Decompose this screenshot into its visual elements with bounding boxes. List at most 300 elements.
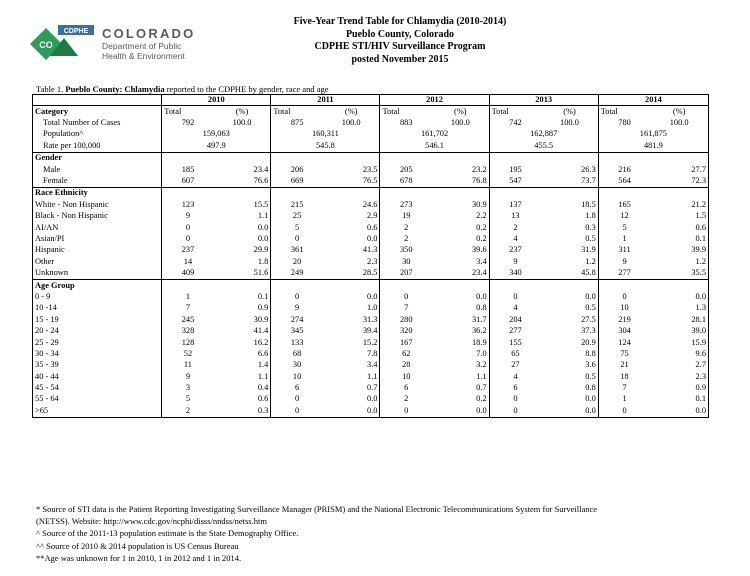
table-row xyxy=(33,233,709,244)
pct-cell: 1.1 xyxy=(214,371,271,382)
pct-cell: 0.3 xyxy=(214,405,271,417)
pct-cell: 2.7 xyxy=(650,360,708,371)
caption-suffix: reported to the CDPHE by gender, race and age xyxy=(166,84,329,94)
pct-cell: 0.9 xyxy=(214,303,271,314)
table-row xyxy=(33,394,709,405)
count-cell: 328 xyxy=(181,326,195,336)
pct-cell: 0.2 xyxy=(432,233,489,244)
count-cell: 249 xyxy=(290,268,304,278)
svg-text:CDPHE: CDPHE xyxy=(63,28,89,35)
caption-bold: Pueblo County: Chlamydia xyxy=(65,84,165,94)
count-cell: 185 xyxy=(181,164,195,174)
pct-cell: 0.1 xyxy=(650,233,708,244)
count-cell: 68 xyxy=(292,348,302,358)
count-cell: 4 xyxy=(513,303,518,313)
count-cell: 195 xyxy=(509,164,522,174)
row-label: Other xyxy=(33,256,162,267)
table-caption xyxy=(36,84,329,94)
count-cell: 5 xyxy=(185,394,191,404)
pct-cell: 100.0 xyxy=(541,117,598,128)
table-row xyxy=(33,256,709,267)
table-row xyxy=(33,199,709,210)
count-cell: 10 xyxy=(620,303,629,313)
blank-cell xyxy=(541,187,598,199)
count-cell: 273 xyxy=(399,199,413,209)
count-cell: 206 xyxy=(290,164,304,174)
count-cell: 167 xyxy=(399,337,413,347)
header-title: Five-Year Trend Table for Chlamydia (2010-2014) xyxy=(293,16,507,27)
population-cell: 162,887 xyxy=(489,129,598,140)
count-cell: 607 xyxy=(181,176,195,186)
total-header: Total xyxy=(491,106,509,116)
count-cell: 0 xyxy=(598,405,650,417)
pct-cell: 2.2 xyxy=(432,211,489,222)
pct-cell: 100.0 xyxy=(650,117,708,128)
count-cell: 204 xyxy=(509,314,522,324)
blank-cell xyxy=(650,152,708,164)
pct-cell: 26.3 xyxy=(541,164,598,175)
pct-cell: 9.6 xyxy=(650,348,708,359)
pct-cell: 31.9 xyxy=(541,245,598,256)
count-cell: 128 xyxy=(181,337,195,347)
count-cell: 0 xyxy=(622,291,627,301)
row-label: White - Non Hispanic xyxy=(33,199,162,210)
blank-cell xyxy=(271,279,323,291)
trend-table xyxy=(32,94,709,418)
header-posted: posted November 2015 xyxy=(351,53,449,65)
count-cell: 0 xyxy=(404,291,409,301)
count-cell: 205 xyxy=(399,164,413,174)
count-cell: 30 xyxy=(292,360,302,370)
pct-cell: 20.9 xyxy=(541,337,598,348)
row-label: 40 - 44 xyxy=(33,371,162,382)
table-row xyxy=(33,382,709,393)
header-program: CDPHE STI/HIV Surveillance Program xyxy=(314,41,486,52)
pct-header: (%) xyxy=(650,106,708,118)
pct-cell: 37.3 xyxy=(541,325,598,336)
row-label: Asian/PI xyxy=(33,233,162,244)
rate-row xyxy=(33,140,709,152)
blank-cell xyxy=(380,152,432,164)
rate-cell: 546.1 xyxy=(380,140,489,152)
pct-cell: 15.9 xyxy=(650,337,708,348)
count-cell: 62 xyxy=(402,348,411,358)
count-cell: 65 xyxy=(511,348,520,358)
row-label: 25 - 29 xyxy=(33,337,162,348)
pct-header: (%) xyxy=(432,106,489,118)
count-cell: 3 xyxy=(185,383,191,393)
section-header-row xyxy=(33,187,709,199)
pct-cell: 1.1 xyxy=(323,371,380,382)
row-label: Hispanic xyxy=(33,245,162,256)
pct-cell: 39.0 xyxy=(650,325,708,336)
pct-cell: 18.5 xyxy=(541,199,598,210)
section-title: Age Group xyxy=(33,279,162,291)
blank-cell xyxy=(162,187,214,199)
pct-cell: 7.0 xyxy=(432,348,489,359)
count-cell: 0 xyxy=(295,233,300,243)
pct-cell: 23.5 xyxy=(323,164,380,175)
count-cell: 361 xyxy=(290,245,304,255)
pct-cell: 45.8 xyxy=(541,267,598,279)
row-label: 10 -14 xyxy=(33,303,162,314)
table-row xyxy=(33,371,709,382)
total-header: Total xyxy=(273,106,291,116)
count-cell: 547 xyxy=(509,176,522,186)
pct-cell: 23.4 xyxy=(432,267,489,279)
blank-cell xyxy=(214,187,271,199)
logo-sub-line-2: Health & Environment xyxy=(102,50,185,61)
count-cell: 6 xyxy=(404,383,409,393)
count-cell: 0 xyxy=(271,405,323,417)
count-cell: 277 xyxy=(618,268,631,278)
pct-cell: 36.2 xyxy=(432,325,489,336)
section-header-row xyxy=(33,279,709,291)
pct-header: (%) xyxy=(323,106,380,118)
count-cell: 137 xyxy=(509,199,522,209)
pct-cell: 15.5 xyxy=(214,199,271,210)
count-cell: 237 xyxy=(509,245,522,255)
table-row xyxy=(33,337,709,348)
pct-cell: 0.6 xyxy=(650,222,708,233)
footnotes xyxy=(36,503,716,564)
count-cell: 678 xyxy=(399,176,413,186)
row-label: 35 - 39 xyxy=(33,360,162,371)
blank-cell xyxy=(598,279,650,291)
pct-cell: 23.2 xyxy=(432,164,489,175)
row-label: Rate per 100,000 xyxy=(33,140,162,152)
pct-cell: 0.0 xyxy=(541,394,598,405)
table-row xyxy=(33,348,709,359)
pct-cell: 0.0 xyxy=(650,291,708,302)
count-cell: 75 xyxy=(620,348,629,358)
pct-cell: 8.8 xyxy=(541,348,598,359)
pct-cell: 0.0 xyxy=(650,405,708,417)
count-cell: 5 xyxy=(295,222,300,232)
pct-cell: 39.6 xyxy=(432,245,489,256)
pct-cell: 76.6 xyxy=(214,175,271,187)
pct-cell: 3.4 xyxy=(432,256,489,267)
count-cell: 274 xyxy=(290,314,304,324)
year-header-blank xyxy=(33,95,162,106)
count-cell: 320 xyxy=(399,326,413,336)
count-cell: 564 xyxy=(618,176,631,186)
blank-cell xyxy=(541,279,598,291)
population-cell: 161,702 xyxy=(380,129,489,140)
count-cell: 280 xyxy=(399,314,413,324)
count-cell: 13 xyxy=(511,211,520,221)
table-row xyxy=(33,325,709,336)
count-cell: 669 xyxy=(290,176,304,186)
pct-cell: 16.2 xyxy=(214,337,271,348)
count-cell: 0 xyxy=(295,291,300,301)
count-cell: 304 xyxy=(618,326,631,336)
count-cell: 7 xyxy=(185,303,191,313)
pct-cell: 2.3 xyxy=(323,256,380,267)
pct-cell: 1.5 xyxy=(650,211,708,222)
pct-cell: 6.6 xyxy=(214,348,271,359)
section-title: Race Ethnicity xyxy=(33,187,162,199)
count-cell: 2 xyxy=(162,405,214,417)
population-row xyxy=(33,129,709,140)
pct-header: (%) xyxy=(541,106,598,118)
blank-cell xyxy=(380,279,432,291)
pct-cell: 0.7 xyxy=(323,382,380,393)
header-county: Pueblo County, Colorado xyxy=(345,28,455,40)
blank-cell xyxy=(650,279,708,291)
count-cell: 237 xyxy=(181,245,195,255)
row-label: 15 - 19 xyxy=(33,314,162,325)
pct-cell: 29.9 xyxy=(214,245,271,256)
count-cell: 7 xyxy=(622,383,627,393)
count-cell: 2 xyxy=(404,233,409,243)
pct-cell: 0.0 xyxy=(214,233,271,244)
count-cell: 311 xyxy=(618,245,631,255)
caption-prefix: Table 1. xyxy=(36,84,64,94)
pct-cell: 39.4 xyxy=(323,325,380,336)
table-row xyxy=(33,267,709,279)
count-cell: 215 xyxy=(290,199,304,209)
row-label: 20 - 24 xyxy=(33,325,162,336)
row-label: Total Number of Cases xyxy=(33,117,162,128)
count-cell: 0 xyxy=(513,291,518,301)
count-cell: 883 xyxy=(399,118,413,128)
pct-header: (%) xyxy=(214,106,271,118)
pct-cell: 2.9 xyxy=(323,211,380,222)
pct-cell: 73.7 xyxy=(541,175,598,187)
pct-cell: 28.1 xyxy=(650,314,708,325)
colorado-logo-icon xyxy=(28,24,98,60)
blank-cell xyxy=(489,187,541,199)
count-cell: 10 xyxy=(292,371,302,381)
pct-cell: 100.0 xyxy=(214,117,271,128)
count-cell: 9 xyxy=(185,371,191,381)
count-cell: 14 xyxy=(183,256,193,266)
pct-cell: 0.0 xyxy=(323,394,380,405)
row-label: 55 - 64 xyxy=(33,394,162,405)
blank-cell xyxy=(598,187,650,199)
pct-cell: 15.2 xyxy=(323,337,380,348)
footnote: * Source of STI data is the Patient Reporting Investigating Surveillance Manager (PRISM) and the National Electronic Telecommunications System for Surveillance xyxy=(36,504,598,514)
count-cell: 1 xyxy=(622,394,627,404)
count-cell: 9 xyxy=(513,256,518,266)
blank-cell xyxy=(432,152,489,164)
count-cell: 340 xyxy=(509,268,522,278)
count-cell: 4 xyxy=(513,233,518,243)
count-cell: 207 xyxy=(399,268,413,278)
pct-cell: 1.0 xyxy=(323,303,380,314)
count-cell: 9 xyxy=(185,211,191,221)
pct-cell: 0.1 xyxy=(650,394,708,405)
count-cell: 124 xyxy=(618,337,631,347)
total-header: Total xyxy=(382,106,400,116)
pct-cell: 30.9 xyxy=(214,314,271,325)
total-header: Total xyxy=(164,106,182,116)
row-label: 0 - 9 xyxy=(33,291,162,302)
rate-cell: 497.9 xyxy=(162,140,271,152)
pct-cell: 3.6 xyxy=(541,360,598,371)
count-cell: 52 xyxy=(183,348,193,358)
pct-cell: 1.8 xyxy=(214,256,271,267)
pct-cell: 51.6 xyxy=(214,267,271,279)
row-label: Population^ xyxy=(33,129,162,140)
count-cell: 216 xyxy=(618,164,631,174)
pct-cell: 0.8 xyxy=(432,303,489,314)
cdphe-logo xyxy=(28,24,208,62)
pct-cell: 0.4 xyxy=(214,382,271,393)
rate-cell: 481.9 xyxy=(598,140,708,152)
blank-cell xyxy=(271,187,323,199)
count-cell: 2 xyxy=(404,394,409,404)
count-cell: 19 xyxy=(402,211,411,221)
pct-cell: 1.3 xyxy=(650,303,708,314)
pct-cell: 100.0 xyxy=(323,117,380,128)
count-cell: 10 xyxy=(402,371,411,381)
logo-sub-line-1: Department of Public xyxy=(102,41,182,51)
blank-cell xyxy=(432,279,489,291)
blank-cell xyxy=(271,152,323,164)
pct-cell: 0.0 xyxy=(323,405,380,417)
count-cell: 0 xyxy=(380,405,432,417)
blank-cell xyxy=(214,152,271,164)
pct-cell: 1.2 xyxy=(541,256,598,267)
blank-cell xyxy=(323,187,380,199)
table-row xyxy=(33,164,709,175)
pct-cell: 0.2 xyxy=(432,222,489,233)
pct-cell: 41.3 xyxy=(323,245,380,256)
pct-cell: 0.5 xyxy=(541,233,598,244)
count-cell: 792 xyxy=(181,118,195,128)
table-row xyxy=(33,222,709,233)
pct-cell: 24.6 xyxy=(323,199,380,210)
count-cell: 7 xyxy=(404,303,409,313)
table-row xyxy=(33,291,709,302)
count-cell: 21 xyxy=(620,360,629,370)
count-cell: 155 xyxy=(509,337,522,347)
pct-cell: 0.6 xyxy=(214,394,271,405)
population-cell: 161,875 xyxy=(598,129,708,140)
blank-cell xyxy=(162,279,214,291)
count-cell: 742 xyxy=(509,118,522,128)
blank-cell xyxy=(432,187,489,199)
pct-cell: 31.3 xyxy=(323,314,380,325)
total-cases-row xyxy=(33,117,709,128)
count-cell: 11 xyxy=(183,360,192,370)
table-row xyxy=(33,314,709,325)
pct-cell: 30.9 xyxy=(432,199,489,210)
count-cell: 28 xyxy=(402,360,411,370)
count-cell: 12 xyxy=(620,211,629,221)
pct-cell: 0.8 xyxy=(541,382,598,393)
pct-cell: 0.6 xyxy=(323,222,380,233)
pct-cell: 18.9 xyxy=(432,337,489,348)
pct-cell: 0.0 xyxy=(541,405,598,417)
count-cell: 0 xyxy=(185,233,191,243)
pct-cell: 0.1 xyxy=(214,291,271,302)
pct-cell: 1.4 xyxy=(214,360,271,371)
pct-cell: 0.5 xyxy=(541,371,598,382)
blank-cell xyxy=(380,187,432,199)
year-header-row xyxy=(33,95,709,106)
pct-cell: 1.2 xyxy=(650,256,708,267)
blank-cell xyxy=(214,279,271,291)
count-cell: 9 xyxy=(622,256,627,266)
pct-cell: 0.0 xyxy=(323,291,380,302)
blank-cell xyxy=(489,152,541,164)
year-header: 2013 xyxy=(489,95,598,106)
count-cell: 30 xyxy=(402,256,411,266)
pct-cell: 41.4 xyxy=(214,325,271,336)
category-header: Category xyxy=(33,106,162,118)
count-cell: 27 xyxy=(511,360,520,370)
row-label: >65 xyxy=(33,405,162,417)
column-header-row xyxy=(33,106,709,118)
count-cell: 6 xyxy=(513,383,518,393)
count-cell: 9 xyxy=(295,303,300,313)
footnote: ^^ Source of 2010 & 2014 population is US Census Bureau xyxy=(36,540,239,551)
section-title: Gender xyxy=(33,152,162,164)
pct-cell: 0.5 xyxy=(541,303,598,314)
pct-cell: 3.4 xyxy=(323,360,380,371)
logo-subtitle xyxy=(102,42,185,61)
count-cell: 277 xyxy=(509,326,522,336)
blank-cell xyxy=(650,187,708,199)
pct-cell: 0.0 xyxy=(541,291,598,302)
count-cell: 219 xyxy=(618,314,631,324)
pct-cell: 0.3 xyxy=(541,222,598,233)
pct-cell: 27.5 xyxy=(541,314,598,325)
pct-cell: 31.7 xyxy=(432,314,489,325)
footnote: ^ Source of the 2011-13 population estimate is the State Demography Office. xyxy=(36,528,299,539)
count-cell: 2 xyxy=(513,222,518,232)
count-cell: 1 xyxy=(185,291,191,301)
pct-cell: 0.0 xyxy=(432,405,489,417)
pct-cell: 0.0 xyxy=(432,291,489,302)
pct-cell: 3.2 xyxy=(432,360,489,371)
blank-cell xyxy=(323,152,380,164)
year-header: 2014 xyxy=(598,95,708,106)
pct-cell: 72.3 xyxy=(650,175,708,187)
footnote: (NETSS). Website: http://www.cdc.gov/ncphi/disss/nndss/netss.htm xyxy=(36,516,267,527)
pct-cell: 0.0 xyxy=(214,222,271,233)
count-cell: 245 xyxy=(181,314,195,324)
year-header: 2012 xyxy=(380,95,489,106)
pct-cell: 76.5 xyxy=(323,175,380,187)
pct-cell: 1.1 xyxy=(214,211,271,222)
table-row xyxy=(33,175,709,187)
section-header-row xyxy=(33,152,709,164)
year-header: 2011 xyxy=(271,95,380,106)
table-row xyxy=(33,360,709,371)
total-header: Total xyxy=(600,106,618,116)
count-cell: 875 xyxy=(290,118,304,128)
count-cell: 4 xyxy=(513,371,518,381)
year-header: 2010 xyxy=(162,95,271,106)
blank-cell xyxy=(541,152,598,164)
row-label: Unknown xyxy=(33,267,162,279)
pct-cell: 35.5 xyxy=(650,267,708,279)
count-cell: 18 xyxy=(620,371,629,381)
blank-cell xyxy=(323,279,380,291)
count-cell: 165 xyxy=(618,199,631,209)
pct-cell: 39.9 xyxy=(650,245,708,256)
pct-cell: 100.0 xyxy=(432,117,489,128)
count-cell: 350 xyxy=(399,245,413,255)
pct-cell: 23.4 xyxy=(214,164,271,175)
count-cell: 1 xyxy=(622,233,627,243)
footnote: **Age was unknown for 1 in 2010, 1 in 2012 and 1 in 2014. xyxy=(36,552,242,563)
table-row xyxy=(33,211,709,222)
